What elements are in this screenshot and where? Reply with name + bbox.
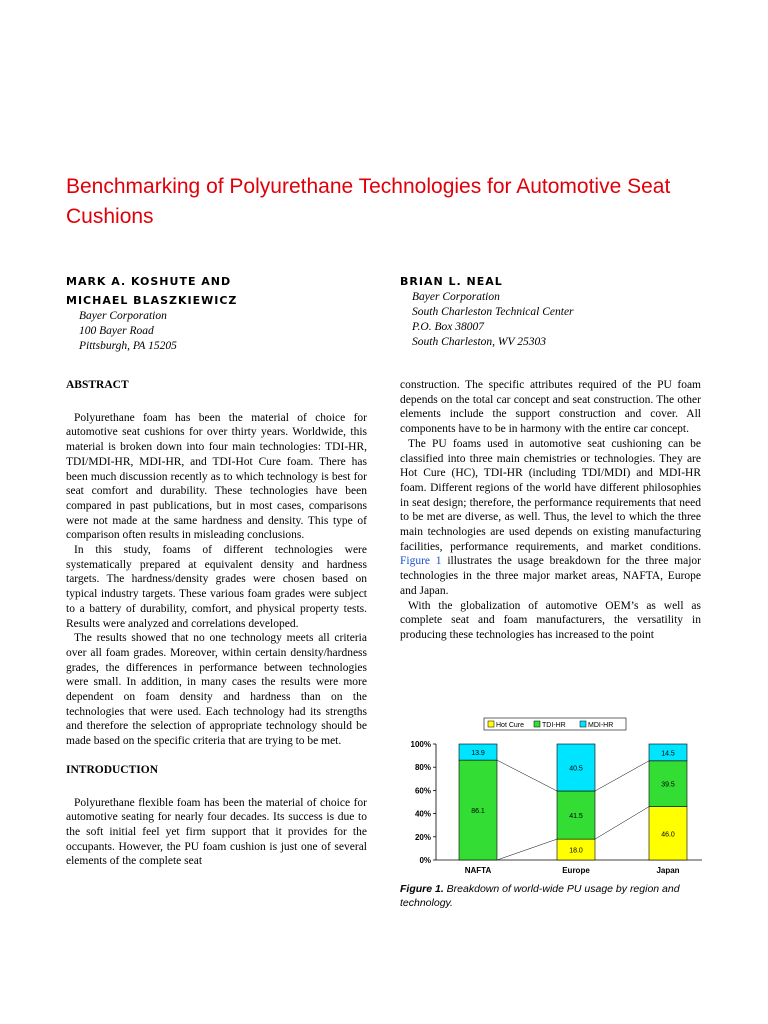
body-paragraph-1: construction. The specific attributes required of the PU foam depends on the total car concept and seat construction. The other elements include the support construction and cover. All components have to be in harmony with the entire car concept. (400, 379, 701, 436)
introduction-paragraph-1: Polyurethane flexible foam has been the material of choice for automotive seating for nearly four decades. Its success is due to the soft initial feel yet firm support that it provides for the occupants. However, the PU foam cushion is just one of several elements of the complete seat (66, 796, 367, 868)
data-label: 13.9 (471, 750, 485, 758)
legend-swatch (534, 721, 540, 727)
author-names-line-1: MARK A. KOSHUTE AND (66, 275, 232, 288)
author-names-line-1: BRIAN L. NEAL (400, 275, 503, 288)
abstract-heading: ABSTRACT (66, 379, 129, 391)
x-tick-label: Europe (562, 866, 590, 875)
affiliation-left (79, 309, 177, 354)
authors-left (66, 272, 326, 310)
body-paragraph-3: With the globalization of automotive OEM’s as well as complete seat and foam manufacturers, the versatility in producing these technologies has increased to the point (400, 599, 701, 641)
legend-label: MDI-HR (588, 722, 614, 729)
paper-title: Benchmarking of Polyurethane Technologies for Automotive Seat Cushions (66, 175, 671, 228)
series-connector-line (497, 839, 557, 860)
affiliation-line: South Charleston, WV 25303 (412, 336, 546, 348)
legend-swatch (580, 721, 586, 727)
data-label: 46.0 (661, 831, 675, 839)
data-label: 41.5 (569, 813, 583, 821)
affiliation-line: Pittsburgh, PA 15205 (79, 340, 177, 352)
y-tick-label: 0% (419, 856, 431, 865)
y-tick-label: 80% (414, 763, 431, 773)
legend-label: TDI-HR (542, 722, 566, 729)
x-tick-label: NAFTA (464, 866, 492, 875)
affiliation-line: Bayer Corporation (79, 310, 167, 322)
caption-label: Figure 1. (400, 883, 444, 895)
authors-right (400, 272, 700, 291)
series-connector-line (497, 760, 557, 791)
abstract-paragraph-3: The results showed that no one technology meets all criteria over all foam grades. Moreover, within certain density/hardness grades, the differences in performance between technologies were small. In addition, in many cases the results were more dependent on foam density and hardness than on the technologies that were used. Each technology had its strengths and therefore the selection of appropriate technology should be made based on the specific criteria that are trying to be met. (66, 632, 367, 748)
left-column (66, 378, 367, 869)
data-label: 40.5 (569, 765, 583, 773)
y-tick-label: 40% (414, 809, 431, 819)
legend-swatch (488, 721, 494, 727)
abstract-paragraph-1: Polyurethane foam has been the material of choice for automotive seat cushions for over thirty years. Worldwide, this material is broken down into four main technologies: TDI-HR, TDI/MDI-HR, MDI-HR, and TDI-Hot Cure foam. There has been much discussion recently as to which technology is best for seat comfort and durability. These technologies have been compared in past publications, but in most cases, comparisons were not made at the same hardness and density. This type of comparison often results in misleading conclusions. (66, 411, 367, 542)
abstract-paragraph-2: In this study, foams of different technologies were systematically prepared at equivalent density and hardness targets. The hardness/density grades were chosen based on typical industry targets. These various foam grades were subject to a battery of durability, comfort, and physical property tests. Results were analyzed and correlations developed. (66, 544, 367, 630)
y-tick-label: 60% (414, 786, 431, 796)
data-label: 14.5 (661, 750, 675, 758)
series-connector-line (595, 761, 649, 791)
introduction-heading: INTRODUCTION (66, 763, 159, 776)
y-tick-label: 20% (414, 832, 431, 842)
author-names-line-2: MICHAEL BLASZKIEWICZ (66, 294, 238, 307)
x-tick-label: Japan (656, 866, 680, 875)
data-label: 18.0 (569, 847, 583, 855)
data-label: 39.5 (661, 781, 675, 789)
usage-stacked-bar-chart (396, 714, 706, 880)
affiliation-line: Bayer Corporation (412, 291, 500, 303)
figure-1-link[interactable]: Figure 1 (400, 555, 442, 568)
affiliation-line: 100 Bayer Road (79, 325, 154, 337)
y-tick-label: 100% (410, 740, 431, 749)
legend-label: Hot Cure (496, 722, 525, 729)
figure-caption (400, 882, 710, 910)
affiliation-line: South Charleston Technical Center (412, 306, 574, 318)
body-paragraph-2-text: The PU foams used in automotive seat cushioning can be classified into three main chemistries or technologies. They are Hot Cure (HC), TDI-HR (including TDI/MDI) and MDI-HR foam. Different regions of the world have different philosophies in seat design; therefore, the performance requirements that need to be met are diverse, as well. Thus, the level to which the three main technologies are used depends on existing manufacturing facilities, performance requirements, and market conditions. (400, 437, 701, 553)
caption-text: Breakdown of world-wide PU usage by region and technology. (400, 883, 680, 909)
right-column (400, 378, 701, 643)
data-label: 86.1 (471, 808, 485, 816)
affiliation-line: P.O. Box 38007 (412, 321, 484, 333)
body-paragraph-2 (400, 437, 701, 599)
body-paragraph-2-after: illustrates the usage breakdown for the three major technologies in the three major market areas, NAFTA, Europe and Japan. (400, 555, 701, 597)
affiliation-right (412, 290, 574, 350)
series-connector-line (595, 807, 649, 839)
